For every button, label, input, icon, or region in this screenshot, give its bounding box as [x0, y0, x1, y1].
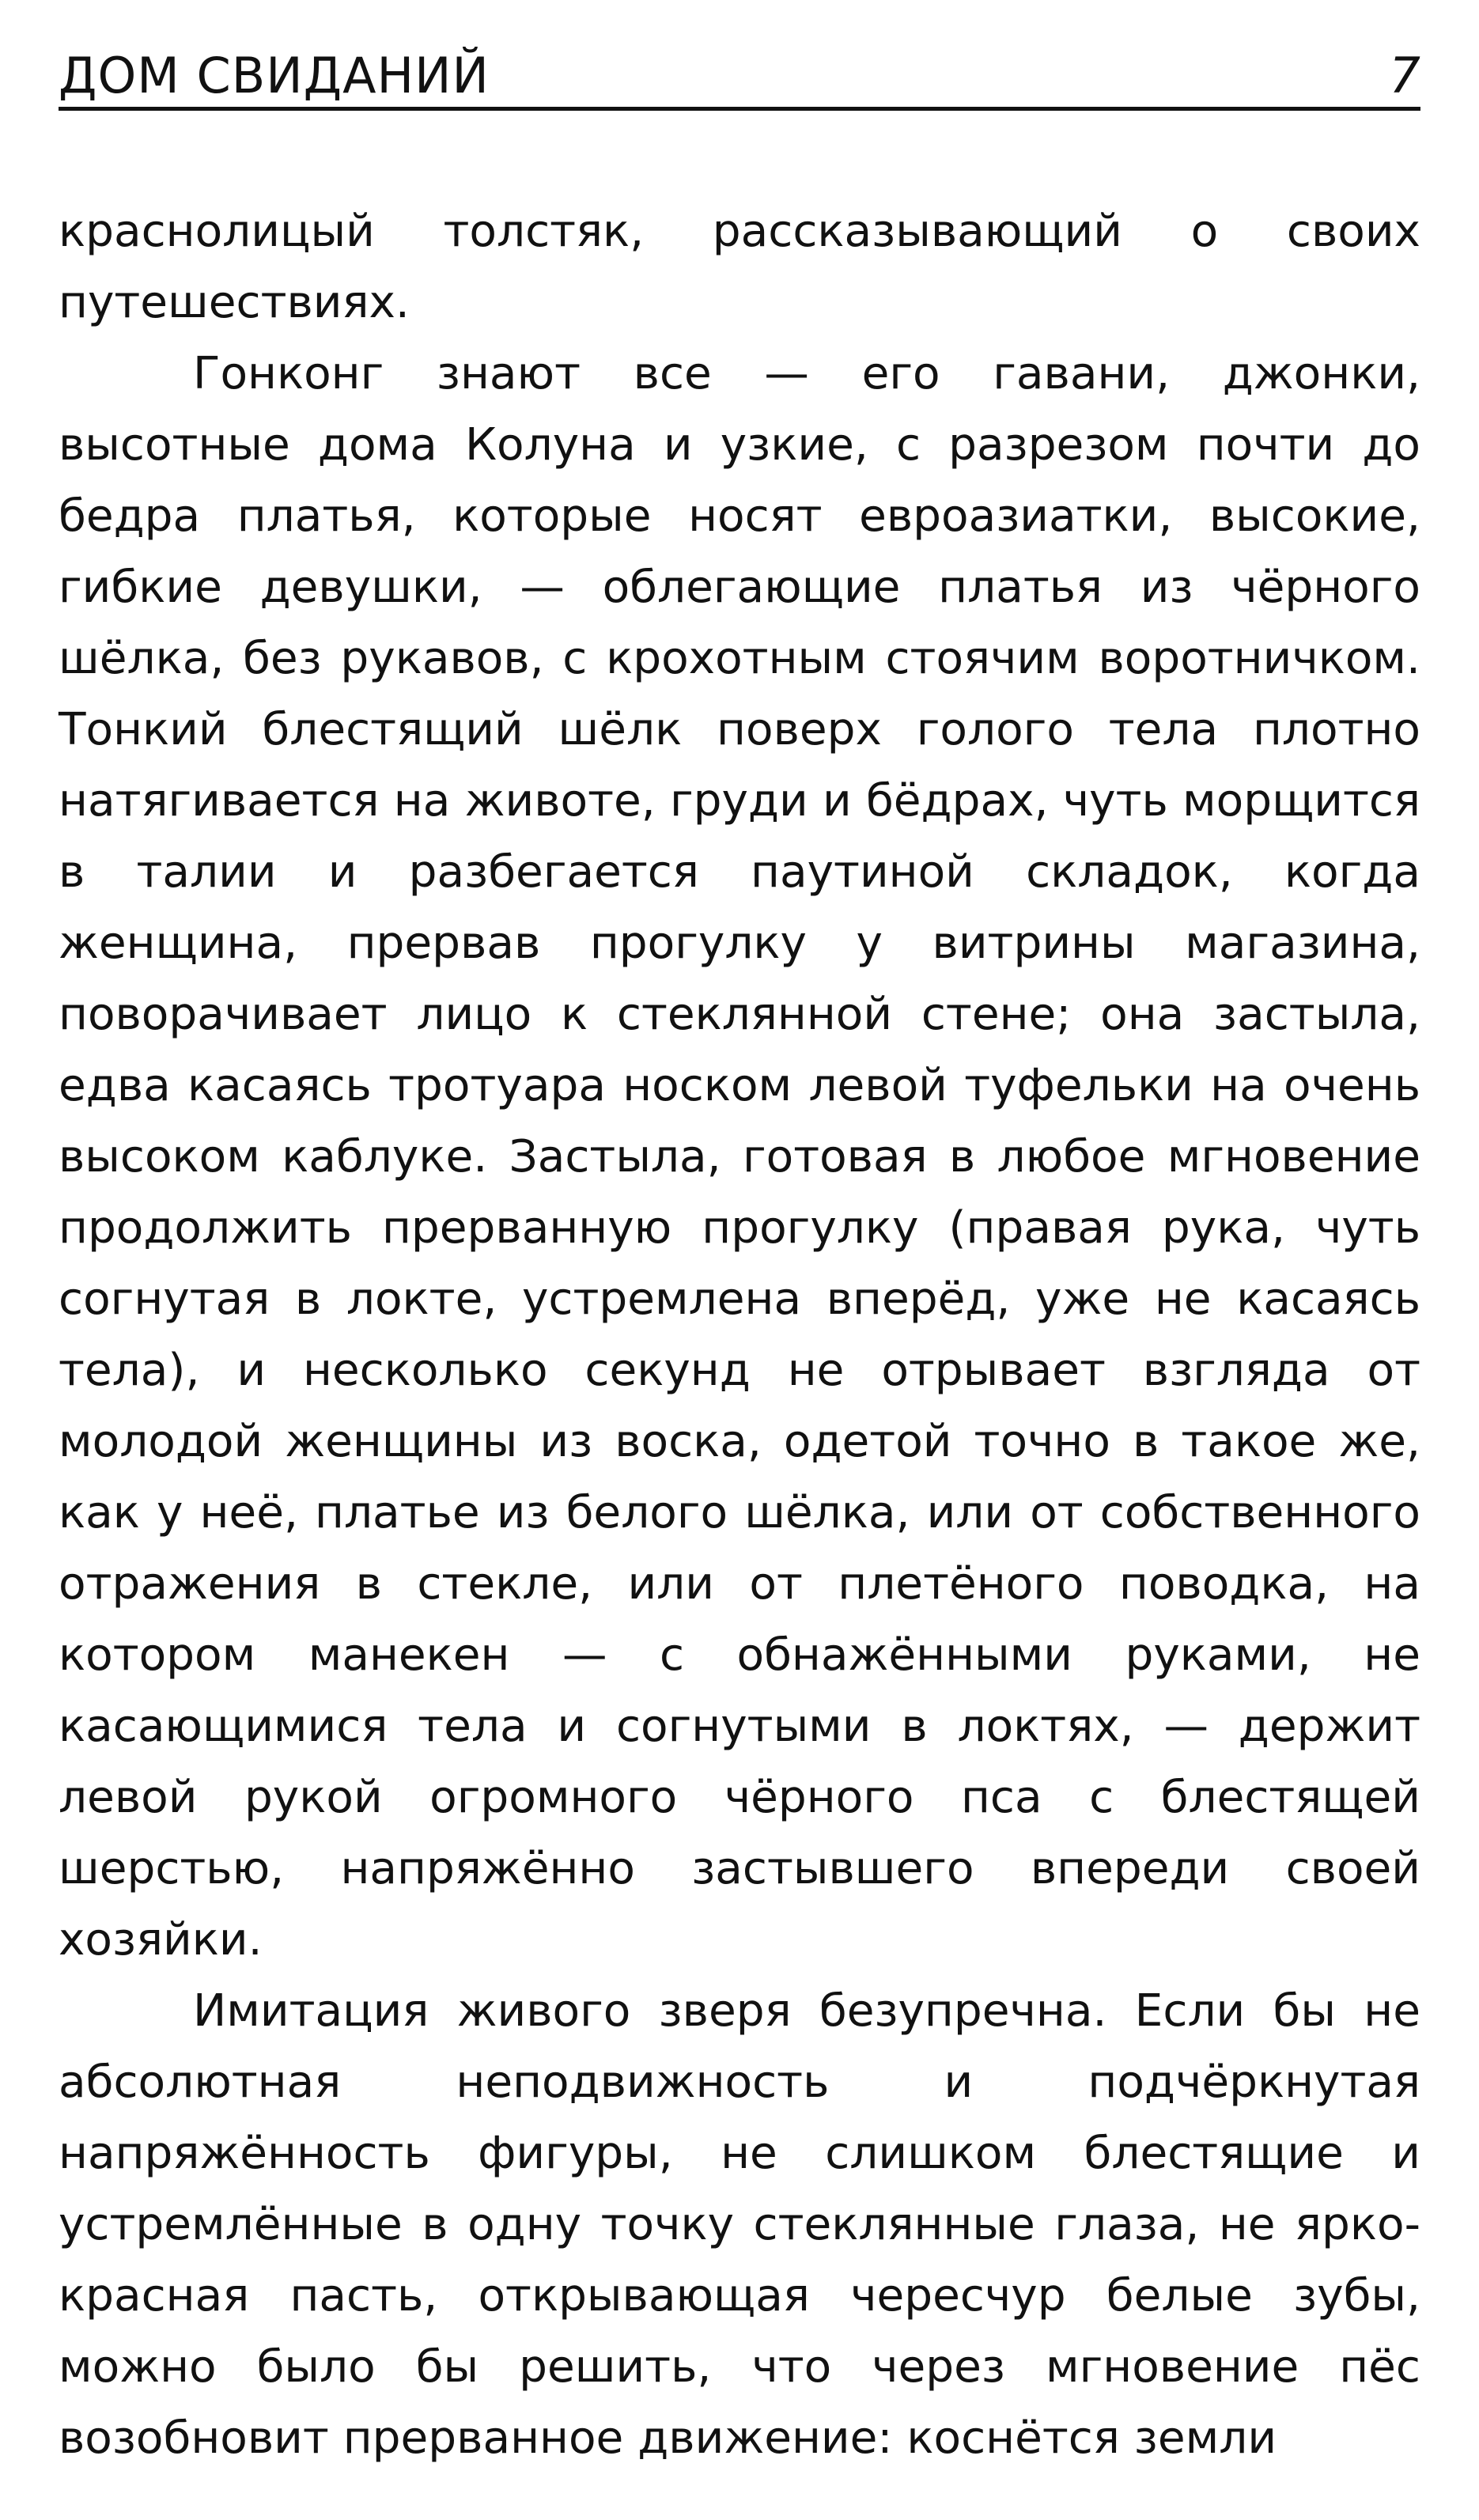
paragraph-3: Имитация живого зверя безупречна. Если бы не абсолютная неподвижность и подчёркнутая напряжённость фигуры, не слишком блестящие и устремлённые в одну точку стеклянные глаза, не ярко-красная пасть, открывающая чересчур белые зубы, можно было бы решить, что через мгновение пёс возобновит прерванное движение: коснётся земли: [59, 1985, 1420, 2464]
paragraph-2: Гонконг знают все — его гавани, джонки, высотные дома Колуна и узкие, с разрезом почти до бедра платья, которые носят евроазиатки, высокие, гибкие девушки, — облегающие платья из чёрного шёлка, без рукавов, с крохотным стоячим воротничком. Тонкий блестящий шёлк поверх голого тела плотно натягивается на животе, груди и бёдрах, чуть морщится в талии и разбегается паутиной складок, когда женщина, прервав прогулку у витрины магазина, поворачивает лицо к стеклянной стене; она застыла, едва касаясь тротуара носком левой туфельки на очень высоком каблуке. Застыла, готовая в любое мгновение продолжить прерванную прогулку (правая рука, чуть согнутая в локте, устремлена вперёд, уже не касаясь тела), и несколько секунд не отрывает взгляда от молодой женщины из воска, одетой точно в такое же, как у неё, платье из белого шёлка, или от собственного отражения в стекле, или от плетёного поводка, на котором манекен — с обнажёнными руками, не касающимися тела и согнутыми в локтях, — держит левой рукой огромного чёрного пса с блестящей шерстью, напряжённо застывшего впереди своей хозяйки.: [59, 348, 1420, 1966]
paragraph-1: краснолицый толстяк, рассказывающий о своих путешествиях.: [59, 206, 1420, 328]
body-text: [59, 196, 1420, 2474]
running-title: ДОМ СВИДАНИЙ: [59, 47, 490, 104]
page-number: 7: [1389, 47, 1420, 104]
running-head: [59, 44, 1420, 111]
